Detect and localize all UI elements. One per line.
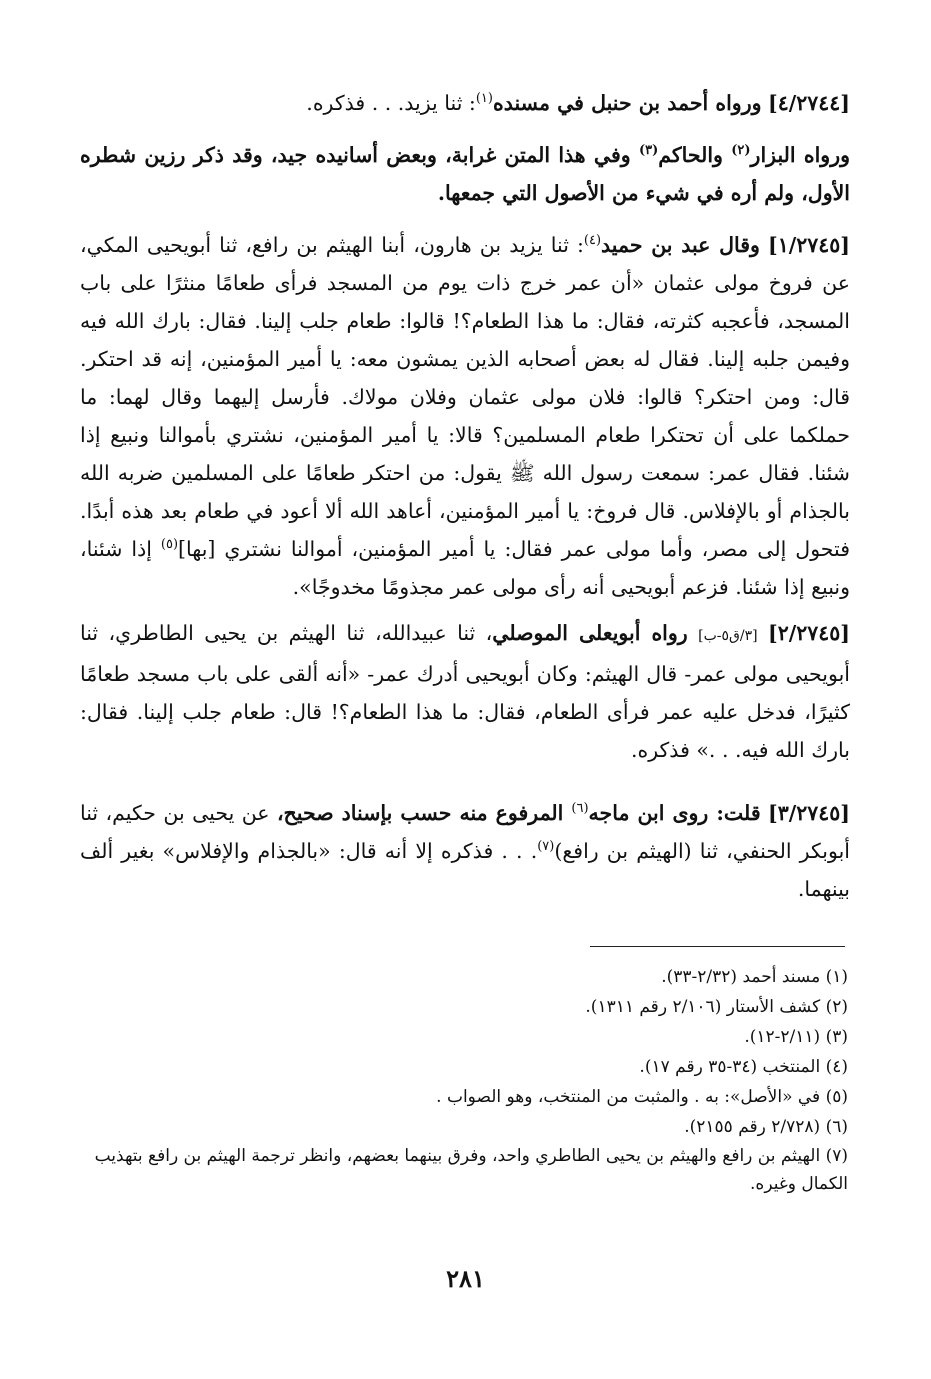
hadith-lead-cont: المرفوع منه حسب بإسناد صحيح، [276, 801, 572, 825]
hadith-text: : ثنا يزيد. . . فذكره. [306, 91, 476, 115]
hadith-lead: رواه أبويعلى الموصلي [492, 621, 688, 645]
paragraph-2 [80, 136, 850, 212]
footnote: (٤) المنتخب (٣٤-٣٥ رقم ١٧). [639, 1057, 848, 1077]
footnotes [80, 962, 848, 1198]
hadith-ref: [١/٢٧٤٥] [768, 233, 850, 257]
footnote: (١) مسند أحمد (٢/٣٢-٣٣). [661, 967, 848, 987]
hadith-ref: [٢/٢٧٤٥] [768, 621, 850, 645]
hadith-text: وفي هذا المتن غرابة، وبعض أسانيده جيد، وقد ذكر رزين شطره الأول، ولم أره في شيء من الأصول التي جمعها. [80, 143, 850, 205]
hadith-text: إذا شئنا، ونبيع إذا شئنا. فزعم أبويحيى أنه رأى مولى عمر مجذومًا مخدوجًا». [80, 537, 850, 599]
footnote-marker: (٧) [537, 839, 555, 855]
paragraph-5 [80, 794, 850, 908]
hadith-lead: قلت: روى ابن ماجه [588, 801, 761, 825]
hadith-lead: ورواه أحمد بن حنبل في مسنده [492, 91, 762, 115]
paragraph-4 [80, 614, 850, 769]
paragraph-3 [80, 226, 850, 606]
paragraph-1 [80, 84, 850, 122]
footnote: (٦) (٢/٧٢٨ رقم ٢١٥٥). [684, 1117, 848, 1137]
hadith-lead: ورواه البزار [750, 143, 850, 167]
footnote: (٥) في «الأصل»: به . والمثبت من المنتخب، وهو الصواب . [436, 1087, 848, 1107]
hadith-ref: [٣/٢٧٤٥] [768, 801, 850, 825]
footnote-marker: (٣) [638, 143, 659, 159]
hadith-text: والحاكم [658, 143, 732, 167]
hadith-lead: وقال عبد بن حميد [601, 233, 760, 257]
page-number: ٢٨١ [446, 1264, 485, 1293]
footnote-marker: (٢) [731, 143, 751, 159]
manuscript-marker: [٣/ق٥-ب] [698, 628, 758, 644]
hadith-ref: [٤/٢٧٤٤] [768, 91, 850, 115]
footnote-marker: (٤) [583, 233, 602, 249]
footnote-marker: (٦) [571, 801, 589, 817]
footnote-marker: (١) [475, 91, 493, 107]
footnote: (٧) الهيثم بن رافع والهيثم بن يحيى الطاطري واحد، وفرق بينهما بعضهم، وانظر ترجمة الهيثم بن رافع بتهذيب الكمال وغيره. [94, 1146, 848, 1194]
hadith-text: : ثنا يزيد بن هارون، أبنا الهيثم بن رافع، ثنا أبويحيى المكي، عن فروخ مولى عثمان «أن عمر خرج ذات يوم من المسجد فرأى طعامًا منثرًا على باب المسجد، فأعجبه كثرته، فقال: ما هذا الطعام؟! قالوا: طعام جلب إلينا. فقال: بارك الله فيه وفيمن جلبه إلينا. فقال له بعض أصحابه الذين يمشون معه: يا أمير المؤمنين، إنه قد احتكر. قال: ومن احتكر؟ قالوا: فلان مولى عثمان وفلان مولاك. فأرسل إليهما وقال لهما: ما حملكما على أن تحتكرا طعام المسلمين؟ قالا: يا أمير المؤمنين، نشتري بأموالنا ونبيع إذا شئنا. فقال عمر: سمعت رسول الله ﷺ يقول: من احتكر طعامًا على المسلمين ضربه الله بالجذام أو بالإفلاس. قال فروخ: يا أمير المؤمنين، أعاهد الله ألا أعود في طعام بعد هذه أبدًا. فتحول إلى مصر، وأما مولى عمر فقال: يا أمير المؤمنين، أموالنا نشتري [بها] [80, 233, 851, 561]
footnote: (٣) (٢/١١-١٢). [744, 1027, 848, 1047]
hadith-text: ، ثنا عبيدالله، ثنا الهيثم بن يحيى الطاطري، ثنا أبويحيى مولى عمر- قال الهيثم: وكان أبويحيى أدرك عمر- «أنه ألقى على باب مسجد طعامًا كثيرًا، فدخل عليه عمر فرأى الطعام، فقال: ما هذا الطعام؟! قال: طعام جلب إلينا. فقال: بارك الله فيه. . .» فذكره. [80, 621, 850, 762]
hadith-text: عن يحيى بن حكيم، ثنا أبوبكر الحنفي، ثنا (الهيثم بن رافع) [80, 801, 850, 863]
footnote-divider [590, 946, 845, 947]
footnote: (٢) كشف الأستار (٢/١٠٦ رقم ١٣١١). [585, 997, 848, 1017]
footnote-marker: (٥) [160, 537, 179, 553]
hadith-text: . . . فذكره إلا أنه قال: «بالجذام والإفلاس» بغير ألف بينهما. [80, 839, 850, 901]
